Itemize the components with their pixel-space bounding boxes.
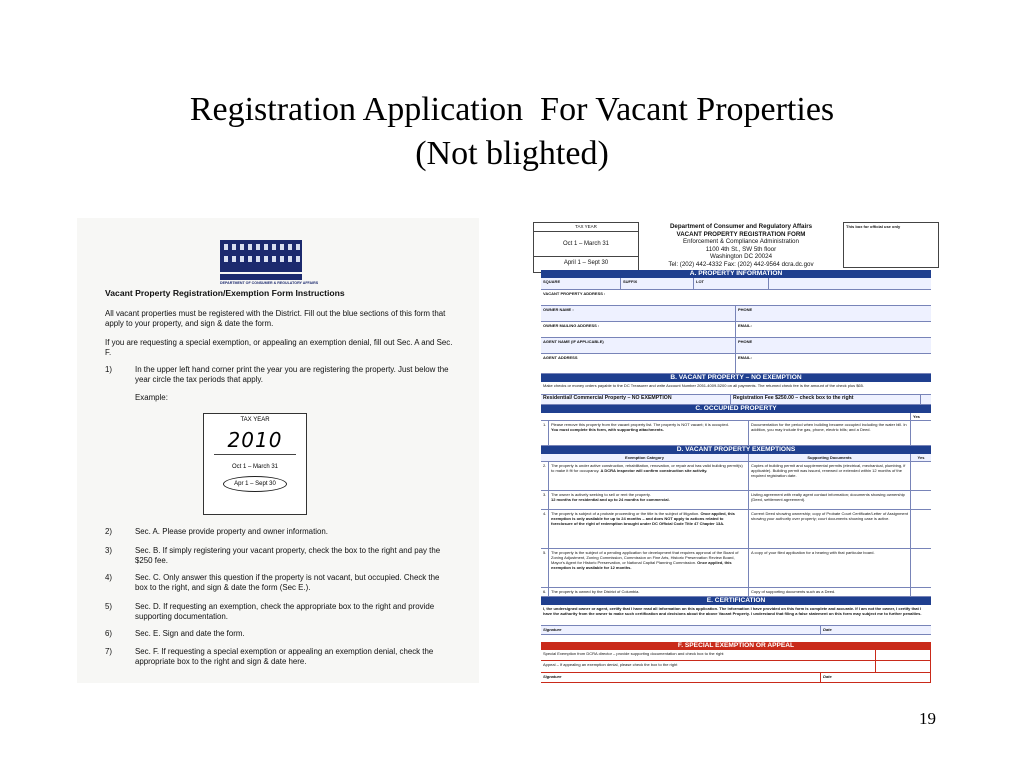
occupied-description: Please remove this property from the vacant property list. The property is NOT vacant; it is occupied. [551,422,729,427]
agent-name-row [541,338,931,354]
square-field[interactable]: SQUARE [541,278,621,289]
owner-mailing-field[interactable]: OWNER MAILING ADDRESS : [541,322,736,337]
supporting-docs: Listing agreement with realty agent contact information; documents showing ownership (Deed, settlement agreement). [749,491,911,509]
address-line1: 1100 4th St., SW 5th floor [705,245,777,253]
step-number: 2) [105,527,113,536]
official-use-box: This box for official use only [843,222,939,268]
tax-period-1[interactable]: Oct 1 – March 31 [562,241,610,247]
section-f-header: F. SPECIAL EXEMPTION OR APPEAL [541,642,931,650]
no-exemption-label: Residential/ Commercial Property – NO EXEMPTION [541,395,731,404]
example-period1: Oct 1 – March 31 [231,464,279,470]
section-b-checkbox[interactable] [921,395,931,404]
example-label: Example: [135,393,168,402]
occupied-docs: Documentation for the period when building became occupied including the water bill. In addition, you may include the gas, phone, electric bills; and a Deed. [749,421,911,445]
appeal-date-field[interactable]: Date [821,673,931,682]
date-field[interactable]: Date [823,627,832,632]
exemption-note: Once applied, this exemption is only available for up to 24 months – and does NOT apply to actions related to foreclosure of the right of redemption brought under DC Official Code Title 47 Chapter 13A. [551,511,735,526]
row-number: 4. [541,510,549,548]
payment-note: Make checks or money orders payable to the DC Treasurer and write Account Number 2051-4009-5200 on all payments. The returned check fee is the amount of the check plus $65. [543,383,864,388]
lot-field[interactable]: LOT [694,278,769,289]
form-body [541,270,931,690]
section-e-header: E. CERTIFICATION [541,597,931,605]
step-text: Sec. F. If requesting a special exemption or appealing an exemption denial, check the appropriate box to the right and sign & date here. [135,647,434,667]
appeal-row [541,661,931,673]
supporting-docs: Copies of building permit and supplemental permits (electrical, mechanical, plumbing, if applicable). Building permit was issued, renewed or extended within 12 months of the required registration date. [749,462,911,490]
tax-period-2[interactable]: April 1 – Sept 30 [534,256,638,266]
agent-address-row [541,354,931,374]
exemption-note: A DCRA inspector will confirm construction site activity. [600,468,708,473]
step-text: Sec. C. Only answer this question if the property is not vacant, but occupied. Check the box to the right, and sign & date the form (Sec E.). [135,573,440,593]
contact-line: Tel: (202) 442-4332 Fax: (202) 442-9564 dcra.dc.gov [668,260,814,268]
exemption-row [541,462,931,491]
agent-phone-field[interactable]: PHONE [738,339,753,344]
row-number: 5. [541,549,549,587]
instructions-title: Vacant Property Registration/Exemption Form Instructions [105,288,345,298]
registration-fee-label: Registration Fee $250.00 – check box to the right [731,395,921,404]
section-c-yes-header: Yes [913,414,920,419]
section-a-header: A. PROPERTY INFORMATION [541,270,931,278]
exemption-category [549,491,749,509]
exemption-row [541,549,931,588]
occupied-text [549,421,749,445]
exemption-row [541,510,931,549]
square-suffix-lot-row [541,278,931,290]
exemption-text: The property is the subject of a pending application for development that requires approval of the Board of Zoning Adjustment, Zoning Commission, Commission on Fine Arts, Historic Preservation Review Board, Mayor's Agent for Historic Preservation, or National Capital Planning Commission. [551,550,739,565]
yes-header: Yes [917,455,925,460]
special-exemption-checkbox[interactable] [876,650,931,660]
supporting-docs: Current Deed showing ownership; copy of Probate Court Certificate/Letter of Assignment showing your authority over property; court documents showing case is active. [749,510,911,548]
exemption-category: The property is owned by the District of Columbia. [549,588,749,596]
step-number: 4) [105,573,113,582]
owner-email-field[interactable]: EMAIL: [738,323,752,328]
supporting-documents-header: Supporting Documents [749,454,911,461]
owner-phone-field[interactable]: PHONE [738,307,753,312]
row-number: 6. [541,588,549,596]
tax-year-box [533,222,639,273]
certification-text-row [541,605,931,626]
slide-title [0,88,1024,176]
division: Enforcement & Compliance Administration [683,238,799,246]
exemption-text: The property is under active construction, rehabilitation, renovation, or repair and has valid building permit(s) to make it fit for occupancy. [551,463,743,473]
row-number: 3. [541,491,549,509]
exemption-category [549,510,749,548]
registration-form [529,219,939,691]
supporting-docs: A copy of your filed application for a hearing with that particular board. [749,549,911,587]
page-number: 19 [919,709,936,728]
instructions-para2: If you are requesting a special exemption, or appealing an exemption denial, fill out Sec. A and Sec. F. [105,338,453,358]
owner-name-row [541,306,931,322]
instructions-para1: All vacant properties must be registered with the District. Fill out the blue sections of this form that apply to your property, and sign & date the form. [105,309,446,329]
exemption-note: Once applied, this exemption is only available for 12 months. [551,560,732,570]
step-number: 7) [105,647,113,656]
step-text: Sec. E. Sign and date the form. [135,629,245,638]
step-text: Sec. A. Please provide property and owner information. [135,527,328,536]
exemption-checkbox[interactable] [911,491,931,509]
form-name: VACANT PROPERTY REGISTRATION FORM [676,230,806,238]
step-number: 3) [105,546,113,555]
special-exemption-row [541,650,931,661]
appeal-signature-field[interactable]: Signature [541,673,821,682]
section-d-column-headers [541,454,931,462]
owner-mailing-row [541,322,931,338]
section-b-header: B. VACANT PROPERTY – NO EXEMPTION [541,374,931,382]
step-text: Sec. B. If simply registering your vacant property, check the box to the right and pay the $250 fee. [135,546,441,566]
suffix-field[interactable]: SUFFIX [621,278,694,289]
section-b-row [541,395,931,405]
exemption-text: The property is subject of a probate proceeding or the title is the subject of litigation. [551,511,700,516]
exemption-note: 12 months for residential and up to 24 months for commercial. [551,497,670,502]
tax-year-example [203,413,307,515]
exemption-category [549,462,749,490]
section-c-yes-row [541,413,931,421]
signature-field[interactable]: Signature [541,626,821,634]
owner-name-field[interactable]: OWNER NAME : [541,306,736,321]
address-line2: Washington DC 20024 [709,253,773,261]
exemption-text: The owner is actively seeking to sell or rent the property. [551,492,651,497]
agent-email-field[interactable]: EMAIL: [738,355,752,360]
exemption-category [549,549,749,587]
step-text: In the upper left hand corner print the year you are registering the property. Just below the year circle the tax periods that apply. [135,365,449,385]
example-header: TAX YEAR [240,417,270,423]
step-number: 6) [105,629,113,638]
agency-header [641,223,841,269]
exemption-category-header: Exemption Category [541,454,749,461]
agent-name-field[interactable]: AGENT NAME (IF APPLICABLE) [541,338,736,353]
slide-title-line2: (Not blighted) [415,135,609,172]
dcra-logo [220,240,319,292]
vacant-address-row [541,290,931,306]
exemption-checkbox[interactable] [911,549,931,587]
occupied-note: You must complete this form, with supporting attachments. [551,427,664,432]
slide-title-line1: Registration Application For Vacant Properties [189,91,835,128]
section-c-row [541,421,931,446]
step-number: 5) [105,602,113,611]
exemption-checkbox[interactable] [911,462,931,490]
certification-text: I, the undersigned owner or agent, certify that I have read all information on this application. The information I have provided on this form is complete and accurate. If I am not the owner, I certify that I have the authority from the owner to make such certification and decisions about the above Vacant Property. I understand that filing a false statement on this form may subject me to further penalties. [543,606,922,616]
example-year: 2010 [227,428,283,452]
section-c-checkbox[interactable] [911,421,931,445]
exemption-row [541,588,931,597]
agent-address-field[interactable]: AGENT ADDRESS [541,354,736,373]
instructions-page [77,218,479,683]
appeal-checkbox[interactable] [876,661,931,672]
exemption-row [541,491,931,510]
appeal-signature-row [541,673,931,683]
vacant-address-field[interactable]: VACANT PROPERTY ADDRESS : [543,291,606,296]
logo-text: DEPARTMENT OF CONSUMER & REGULATORY AFFAIRS [220,281,319,285]
special-exemption-label: Special Exemption from DCRA director – provide supporting documentation and check box to the right [541,650,876,660]
section-d-header: D. VACANT PROPERTY EXEMPTIONS [541,446,931,454]
exemption-checkbox[interactable] [911,510,931,548]
step-text: Sec. D. If requesting an exemption, check the appropriate box to the right and provide supporting documentation. [135,602,435,622]
row-number: 2. [541,462,549,490]
section-b-note [541,382,931,395]
exemption-checkbox[interactable] [911,588,931,596]
step-number: 1) [105,365,113,374]
row-number: 1. [541,421,549,445]
agency-name: Department of Consumer and Regulatory Affairs [669,223,813,230]
appeal-label: Appeal – If appealing an exemption denial, please check the box to the right [541,661,876,672]
tax-year-header: TAX YEAR [534,223,638,232]
section-c-header: C. OCCUPIED PROPERTY [541,405,931,413]
example-period2-circled: Apr 1 – Sept 30 [223,476,287,492]
supporting-docs: Copy of supporting documents such as a Deed. [749,588,911,596]
certification-signature-row [541,626,931,635]
